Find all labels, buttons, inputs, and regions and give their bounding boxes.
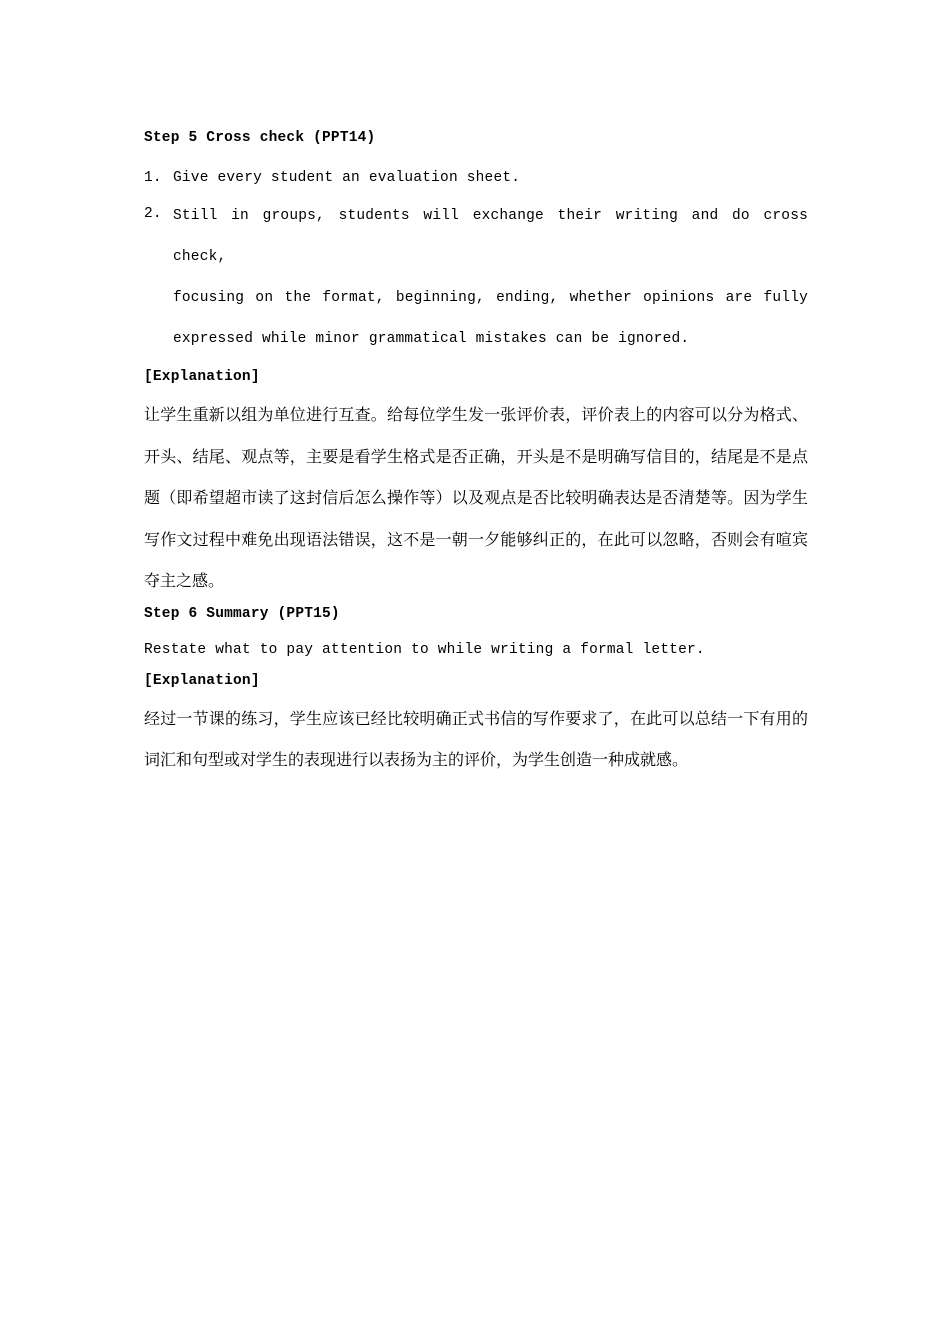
step5-heading: Step 5 Cross check (PPT14) (144, 130, 376, 146)
explanation-heading: [Explanation] (144, 369, 260, 385)
list-item-line: Still in groups, students will exchange their writing and do cross check, (173, 208, 808, 265)
document-page (144, 125, 808, 781)
list-number: 2. (144, 206, 162, 222)
list-number: 1. (144, 170, 162, 186)
list-item (144, 196, 808, 360)
explanation-paragraph: 让学生重新以组为单位进行互查。给每位学生发一张评价表，评价表上的内容可以分为格式、开头、结尾、观点等，主要是看学生格式是否正确，开头是不是明确写信目的，结尾是不是点题（即希望超市读了这封信后怎么操作等）以及观点是否比较明确表达是否清楚等。因为学生写作文过程中难免出现语法错误，这不是一朝一夕能够纠正的，在此可以忽略，否则会有喧宾夺主之感。 (144, 405, 808, 590)
list-item-text (173, 196, 808, 360)
list-item-text: Give every student an evaluation sheet. (173, 170, 521, 186)
list-item-line: expressed while minor grammatical mistakes can be ignored. (173, 331, 690, 347)
list-item (144, 160, 808, 196)
explanation-paragraph: 经过一节课的练习，学生应该已经比较明确正式书信的写作要求了，在此可以总结一下有用的词汇和句型或对学生的表现进行以表扬为主的评价，为学生创造一种成就感。 (144, 708, 808, 769)
explanation-heading: [Explanation] (144, 672, 260, 689)
summary-text: Restate what to pay attention to while writing a formal letter. (144, 641, 705, 658)
step6-heading: Step 6 Summary (PPT15) (144, 605, 340, 622)
list-item-line: focusing on the format, beginning, ending, whether opinions are fully (173, 290, 808, 306)
